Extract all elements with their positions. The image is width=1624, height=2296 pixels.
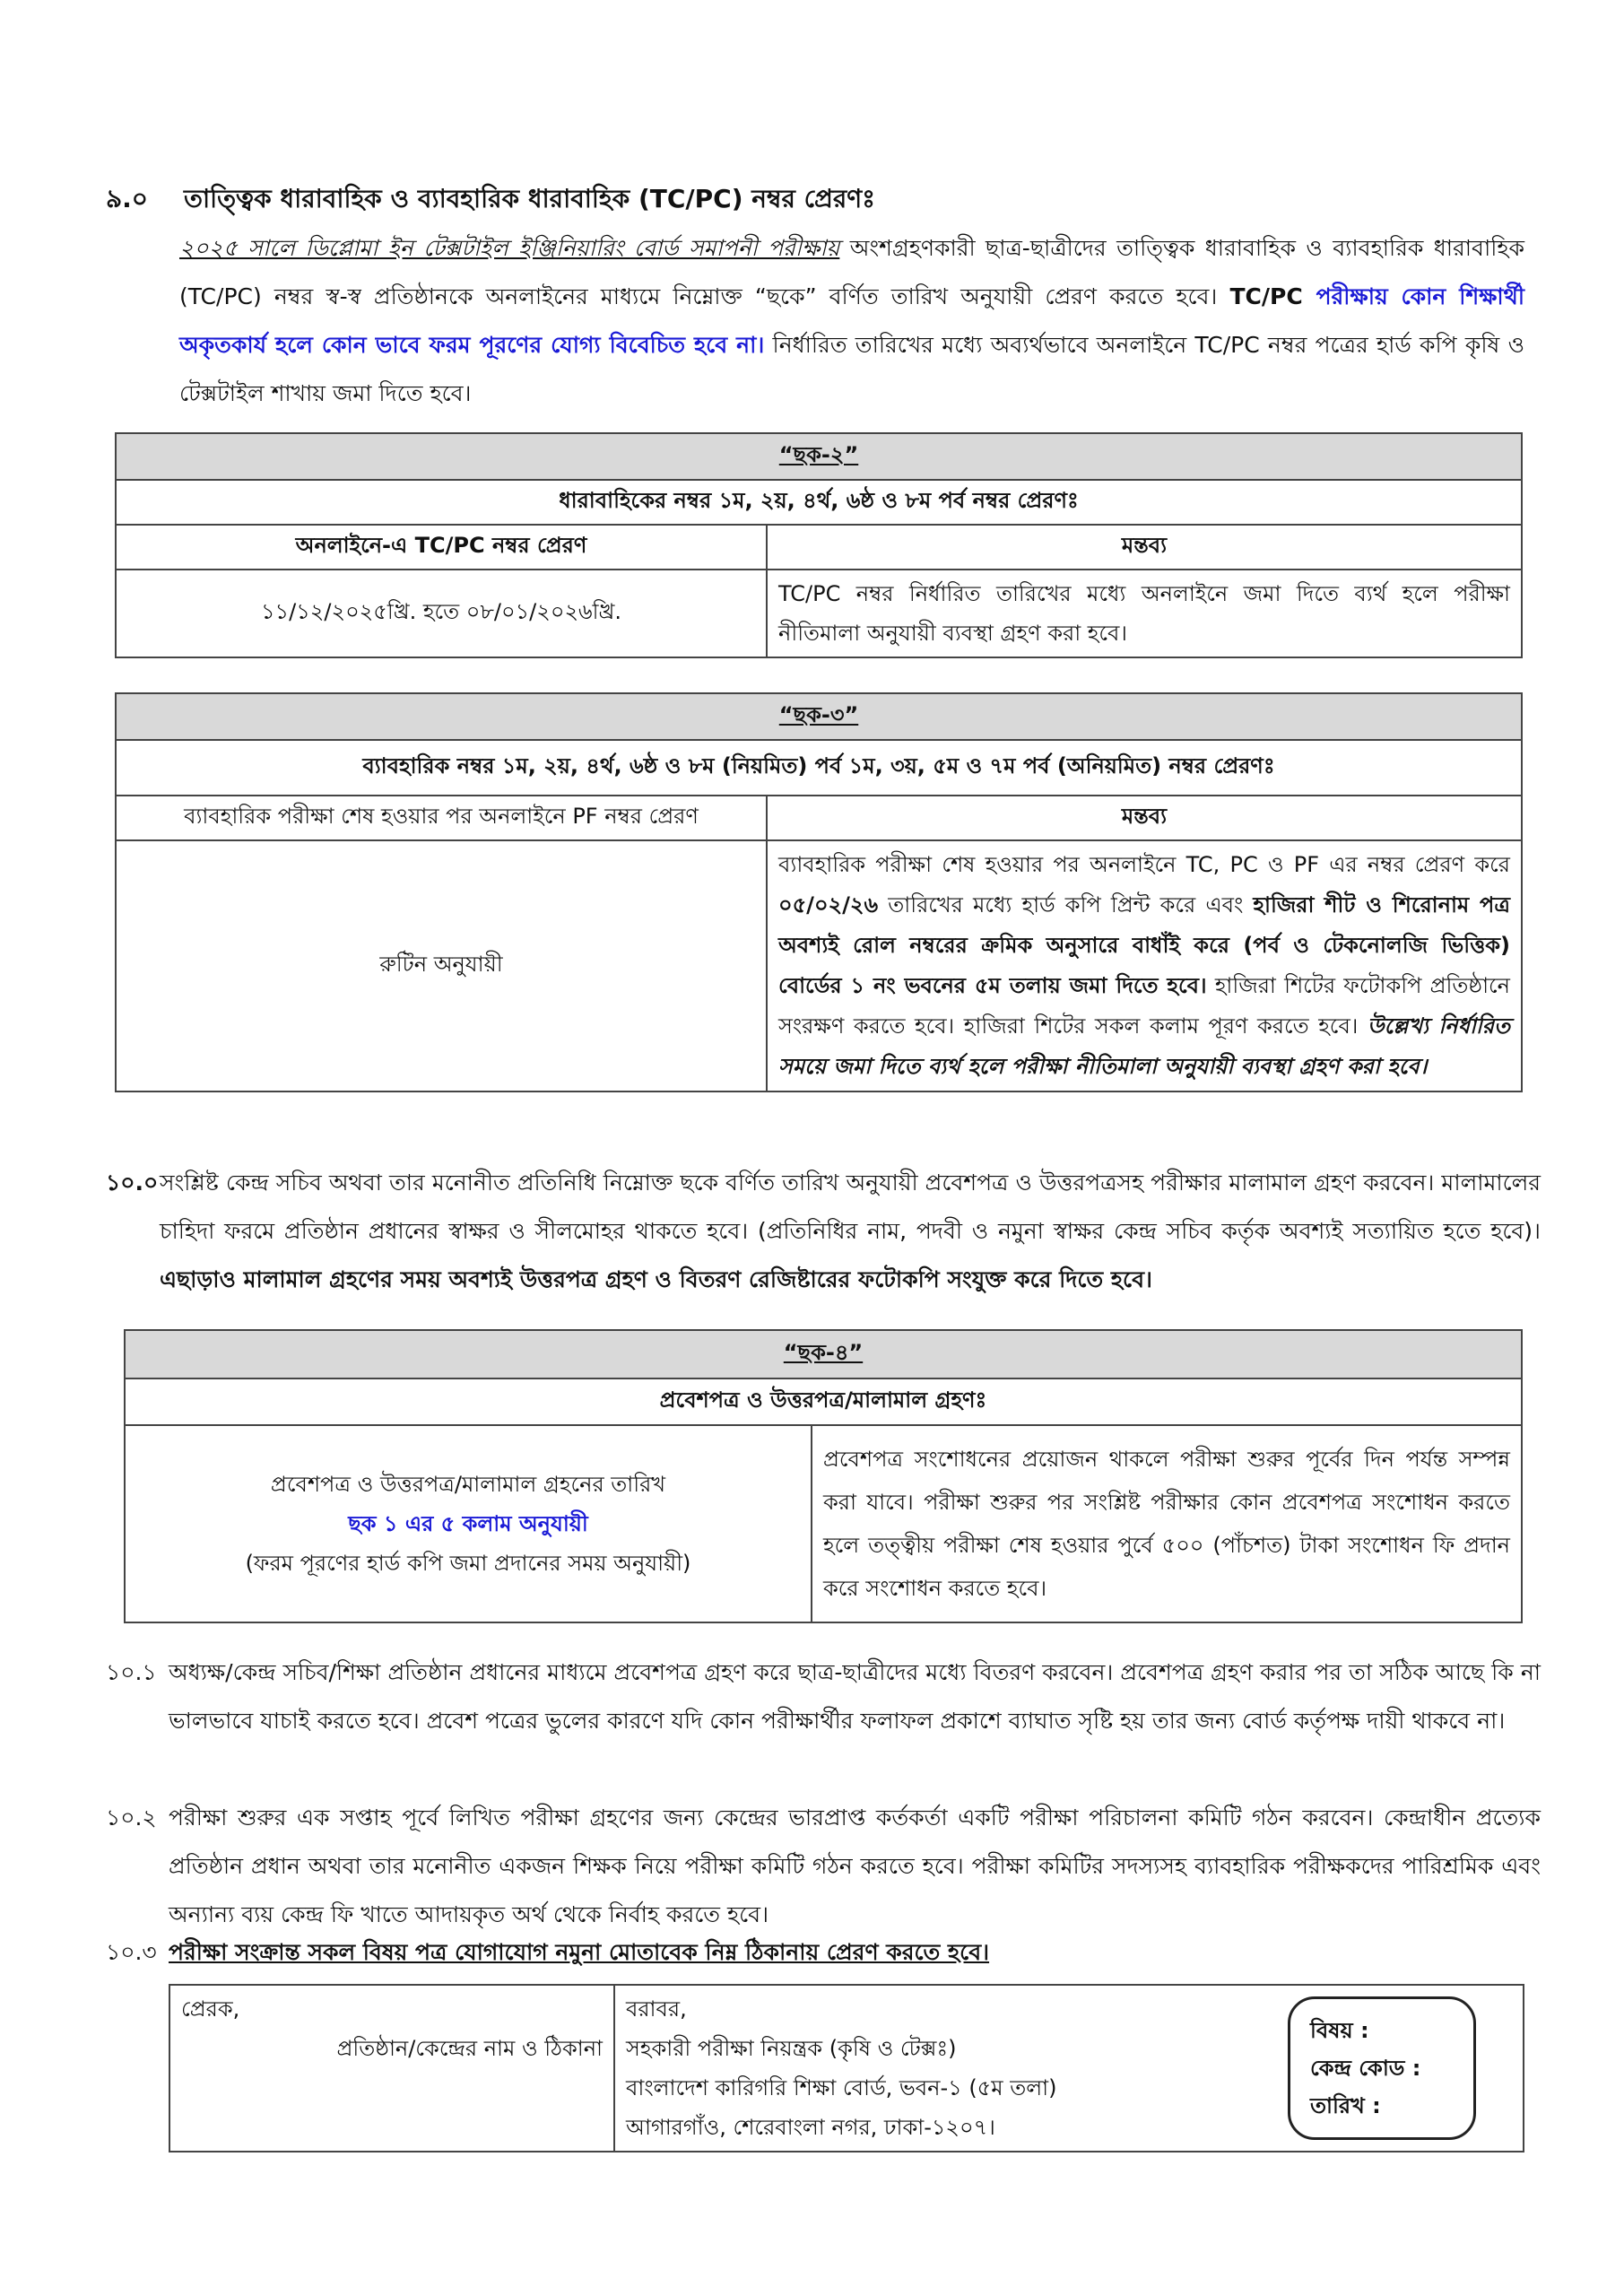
text: পরীক্ষা শুরুর এক সপ্তাহ পূর্বে লিখিত পরীক্ষা গ্রহণের জন্য কেন্দ্রের ভারপ্রাপ্ত কর্তকর্তা একটি পরীক্ষা পরিচালনা কমিটি গঠন করবেন। কেন্দ্রাধীন প্রত্যেক প্রতিষ্ঠান প্রধান অথবা তার মনোনীত একজন শিক্ষক নিয়ে পরীক্ষা কমিটি গঠন করতে হবে। পরীক্ষা কমিটির সদস্যসহ ব্যাবহারিক পরীক্ষকদের পারিশ্রমিক এবং অন্যান্য ব্যয় কেন্দ্র ফি খাতে আদায়কৃত অর্থ থেকে নির্বাহ করতে হবে। <box>169 1805 1541 1927</box>
table-cell: ১১/১২/২০২৫খ্রি. হতে ০৮/০১/২০২৬খ্রি. <box>116 570 767 657</box>
text: পরীক্ষা সংক্রান্ত সকল বিষয় পত্র যোগাযোগ নমুনা মোতাবেক নিম্ন ঠিকানায় প্রেরণ করতে হবে। <box>169 1939 990 1965</box>
section-9-paragraph <box>179 224 1524 418</box>
underlined-phrase: ২০২৫ সালে ডিপ্লোমা ইন টেক্সটাইল ইঞ্জিনিয়ারিং বোর্ড সমাপনী পরীক্ষায় <box>179 235 840 261</box>
section-number: ১০.২ <box>106 1805 157 1831</box>
section-9-heading <box>106 179 875 222</box>
section-10-paragraph <box>106 1159 1541 1304</box>
table-cell: TC/PC নম্বর নির্ধারিত তারিখের মধ্যে অনলাইনে জমা দিতে ব্যর্থ হলে পরীক্ষা নীতিমালা অনুযায়ী ব্যবস্থা গ্রহণ করা হবে। <box>767 570 1522 657</box>
table-cell: প্রবেশপত্র ও উত্তরপত্র/মালামাল গ্রহনের তারিখ ছক ১ এর ৫ কলাম অনুযায়ী (ফরম পূরণের হার্ড কপি জমা প্রদানের সময় অনুযায়ী) <box>125 1425 812 1622</box>
column-header: মন্তব্য <box>767 796 1522 840</box>
text: TC/PC <box>1229 283 1316 309</box>
subject-box: বিষয় : কেন্দ্র কোড : তারিখ : <box>1288 1996 1476 2140</box>
column-header: মন্তব্য <box>767 525 1522 570</box>
table-subtitle: ব্যাবহারিক নম্বর ১ম, ২য়, ৪র্থ, ৬ষ্ঠ ও ৮ম (নিয়মিত) পর্ব ১ম, ৩য়, ৫ম ও ৭ম পর্ব (অনিয়মিত) নম্বর প্রেরণঃ <box>116 740 1522 796</box>
section-10-3-paragraph <box>106 1928 1541 1977</box>
section-10-2-paragraph <box>106 1794 1541 1939</box>
text: সংশ্লিষ্ট কেন্দ্র সচিব অথবা তার মনোনীত প্রতিনিধি নিম্নোক্ত ছকে বর্ণিত তারিখ অনুযায়ী প্রবেশপত্র ও উত্তরপত্রসহ পরীক্ষার মালামাল গ্রহণ করবেন। মালামালের চাহিদা ফরমে প্রতিষ্ঠান প্রধানের স্বাক্ষর ও সীলমোহর থাকতে হবে। (প্রতিনিধির নাম, পদবী ও নমুনা স্বাক্ষর কেন্দ্র সচিব কর্তৃক অবশ্যই সত্যায়িত হতে হবে)। এছাড়াও মালামাল গ্রহণের সময় অবশ্যই উত্তরপত্র গ্রহণ ও বিতরণ রেজিষ্টারের ফটোকপি সংযুক্ত করে দিতে হবে। <box>160 1170 1541 1292</box>
table-title: “ছক-৪” <box>125 1330 1522 1378</box>
table-cell: প্রবেশপত্র সংশোধনের প্রয়োজন থাকলে পরীক্ষা শুরুর পূর্বের দিন পর্যন্ত সম্পন্ন করা যাবে। পরীক্ষা শুরুর পর সংশ্লিষ্ট পরীক্ষার কোন প্রবেশপত্র সংশোধন করতে হলে তত্ত্বীয় পরীক্ষা শেষ হওয়ার পুর্বে ৫০০ (পাঁচশত) টাকা সংশোধন ফি প্রদান করে সংশোধন করতে হবে। <box>812 1425 1522 1622</box>
blue-warning: পরীক্ষায় কোন শিক্ষার্থী অকৃতকার্য হলে কোন ভাবে ফরম পূরণের যোগ্য বিবেচিত হবে না। <box>179 283 1525 358</box>
table-subtitle: প্রবেশপত্র ও উত্তরপত্র/মালামাল গ্রহণঃ <box>125 1378 1522 1425</box>
address-table <box>169 1984 1524 2152</box>
table-cell: ব্যাবহারিক পরীক্ষা শেষ হওয়ার পর অনলাইনে TC, PC ও PF এর নম্বর প্রেরণ করে ০৫/০২/২৬ তারিখের মধ্যে হার্ড কপি প্রিন্ট করে এবং হাজিরা শীট ও শিরোনাম পত্র অবশ্যই রোল নম্বরের ক্রমিক অনুসারে বাধাঁই করে (পর্ব ও টেকনোলজি ভিত্তিক) বোর্ডের ১ নং ভবনের ৫ম তলায় জমা দিতে হবে। হাজিরা শিটের ফটোকপি প্রতিষ্ঠানে সংরক্ষণ করতে হবে। হাজিরা শিটের সকল কলাম পূরণ করতে হবে। উল্লেখ্য নির্ধারিত সময়ে জমা দিতে ব্যর্থ হলে পরীক্ষা নীতিমালা অনুযায়ী ব্যবস্থা গ্রহণ করা হবে। <box>767 840 1522 1091</box>
text: অধ্যক্ষ/কেন্দ্র সচিব/শিক্ষা প্রতিষ্ঠান প্রধানের মাধ্যমে প্রবেশপত্র গ্রহণ করে ছাত্র-ছাত্রীদের মধ্যে বিতরণ করবেন। প্রবেশপত্র গ্রহণ করার পর তা সঠিক আছে কি না ভালভাবে যাচাই করতে হবে। প্রবেশ পত্রের ভুলের কারণে যদি কোন পরীক্ষার্থীর ফলাফল প্রকাশে ব্যাঘাত সৃষ্টি হয় তার জন্য বোর্ড কর্তৃপক্ষ দায়ী থাকবে না। <box>169 1659 1541 1734</box>
table-cell: রুটিন অনুযায়ী <box>116 840 767 1091</box>
column-header: ব্যাবহারিক পরীক্ষা শেষ হওয়ার পর অনলাইনে PF নম্বর প্রেরণ <box>116 796 767 840</box>
section-number: ৯.০ <box>106 184 149 213</box>
section-number: ১০.১ <box>106 1659 157 1685</box>
chhok-4-table <box>124 1329 1523 1623</box>
chhok-3-table <box>115 692 1523 1092</box>
subject-box-cell <box>1277 1985 1524 2152</box>
section-number: ১০.০ <box>106 1170 159 1196</box>
table-title: “ছক-৩” <box>116 693 1522 740</box>
section-title: তাত্ত্বিক ধারাবাহিক ও ব্যাবহারিক ধারাবাহিক (TC/PC) নম্বর প্রেরণঃ <box>184 184 876 213</box>
text: অংশগ্রহণকারী ছাত্র-ছাত্রীদের তাত্ত্বিক ধারাবাহিক ও ব্যাবহারিক ধারাবাহিক (TC/PC) নম্বর স্ব-স্ব প্রতিষ্ঠানকে অনলাইনের মাধ্যমে নিম্নোক্ত “ছকে” বর্ণিত তারিখ অনুযায়ী প্রেরণ করতে হবে। <box>179 235 1525 309</box>
chhok-2-table <box>115 432 1523 658</box>
recipient-cell: বরাবর, সহকারী পরীক্ষা নিয়ন্ত্রক (কৃষি ও টেক্সঃ) বাংলাদেশ কারিগরি শিক্ষা বোর্ড, ভবন-১ (৫ম তলা) আগারগাঁও, শেরেবাংলা নগর, ঢাকা-১২০৭। <box>614 1985 1277 2152</box>
section-number: ১০.৩ <box>106 1939 157 1965</box>
column-header: অনলাইনে-এ TC/PC নম্বর প্রেরণ <box>116 525 767 570</box>
sender-cell: প্রেরক, প্রতিষ্ঠান/কেন্দ্রের নাম ও ঠিকানা <box>169 1985 614 2152</box>
table-subtitle: ধারাবাহিকের নম্বর ১ম, ২য়, ৪র্থ, ৬ষ্ঠ ও ৮ম পর্ব নম্বর প্রেরণঃ <box>116 480 1522 525</box>
text: নির্ধারিত তারিখের মধ্যে অব্যর্থভাবে অনলাইনে TC/PC নম্বর পত্রের হার্ড কপি কৃষি ও টেক্সটাইল শাখায় জমা দিতে হবে। <box>179 332 1524 406</box>
table-title: “ছক-২” <box>116 433 1522 480</box>
section-10-1-paragraph <box>106 1648 1541 1745</box>
